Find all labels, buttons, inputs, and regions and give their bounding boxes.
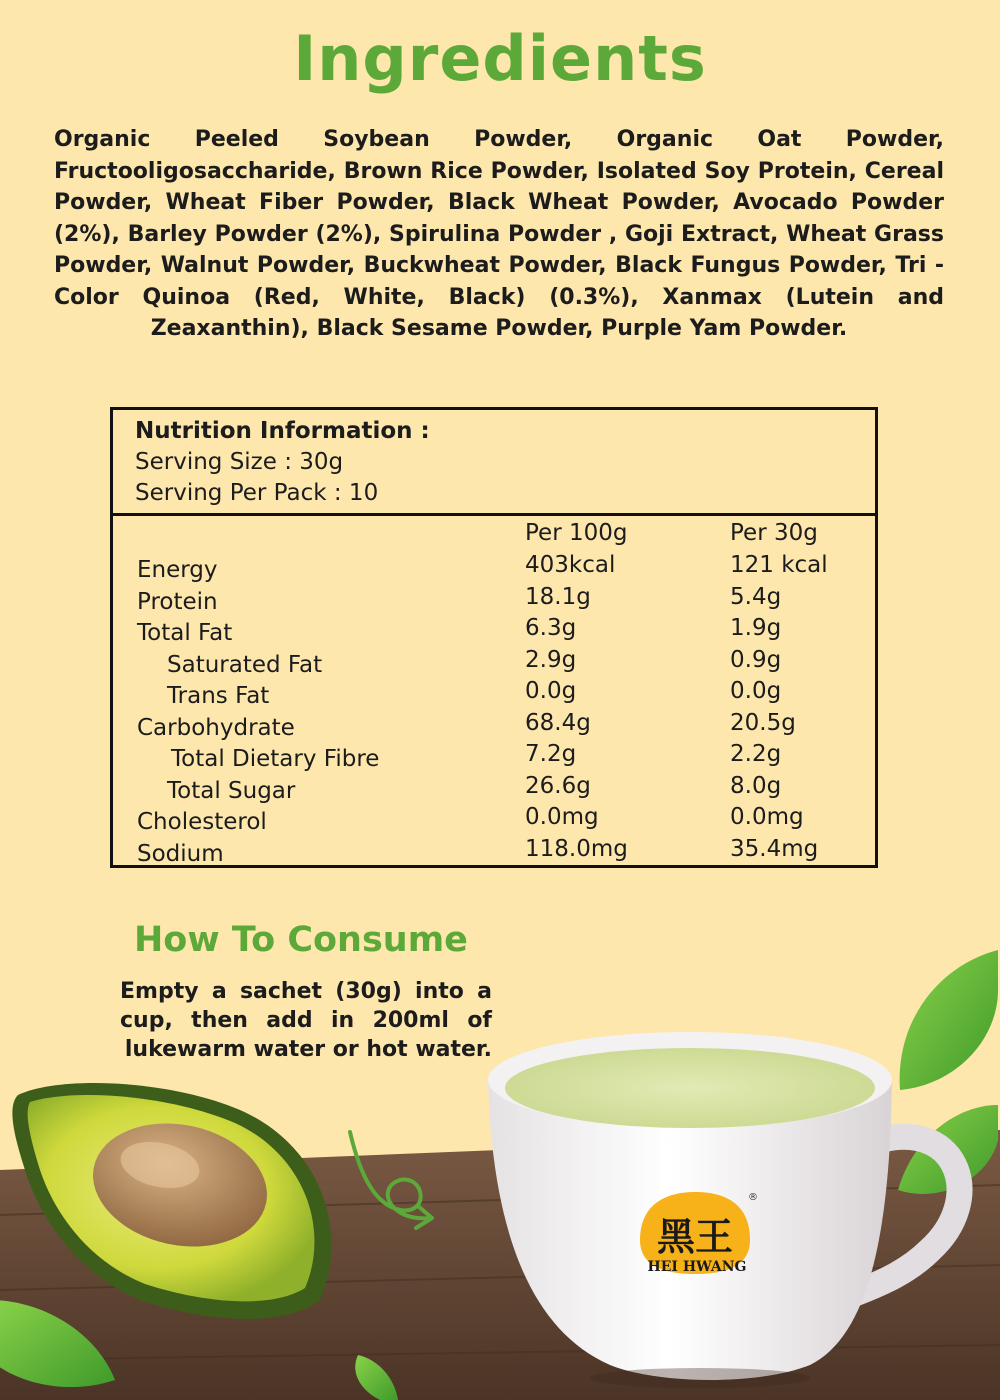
nutrient-label: Total Fat <box>137 620 233 646</box>
nutrient-label: Total Dietary Fibre <box>171 746 380 772</box>
value-per-100g: 403kcal <box>525 552 616 578</box>
registered-mark: ® <box>748 1192 758 1203</box>
nutrient-label: Sodium <box>137 840 224 867</box>
value-per-100g: 0.0mg <box>525 804 599 830</box>
value-per-100g: 6.3g <box>525 615 577 641</box>
value-per-30g: 0.9g <box>730 646 782 673</box>
value-per-30g: 0.0mg <box>730 804 804 830</box>
value-per-30g: 5.4g <box>730 583 782 610</box>
logo-text: HEI HWANG <box>647 1259 747 1275</box>
value-per-30g: 35.4mg <box>730 835 819 862</box>
value-per-30g: 1.9g <box>730 615 782 641</box>
nutrient-label: Trans Fat <box>167 683 270 709</box>
value-per-100g: 68.4g <box>525 709 591 736</box>
value-per-30g: 2.2g <box>730 741 782 767</box>
value-per-100g: 118.0mg <box>525 835 628 862</box>
value-per-30g: 8.0g <box>730 772 782 799</box>
nutrient-label: Carbohydrate <box>137 714 295 741</box>
nutrient-label: Energy <box>137 557 218 583</box>
value-per-100g: 0.0g <box>525 678 577 704</box>
how-to-consume-title: How To Consume <box>134 920 468 960</box>
value-per-30g: 121 kcal <box>730 552 828 578</box>
value-per-100g: 26.6g <box>525 772 591 799</box>
column-header-per-30g: Per 30g <box>730 520 818 546</box>
serving-per-pack: Serving Per Pack : 10 <box>135 480 379 506</box>
value-per-100g: 18.1g <box>525 583 591 610</box>
nutrient-label: Cholesterol <box>137 809 267 835</box>
ingredients-title: Ingredients <box>293 22 707 95</box>
ingredients-text: Organic Peeled Soybean Powder, Organic Oat Powder, Fructooligosaccharide, Brown Rice Powder, Isolated Soy Protein, Cereal Powder, Wheat Fiber Powder, Black Wheat Powder, Avocado Powder (2%), Barley Powder (2%), Spirulina Powder , Goji Extract, Wheat Grass Powder, Walnut Powder, Buckwheat Powder, Black Fungus Powder, Tri - Color Quinoa (Red, White, Black) (0.3%), Xanmax (Lutein and Zeaxanthin), Black Sesame Powder, Purple Yam Powder. <box>54 127 944 341</box>
value-per-100g: 2.9g <box>525 646 577 673</box>
serving-size: Serving Size : 30g <box>135 449 344 475</box>
nutrition-heading: Nutrition Information : <box>135 418 430 444</box>
nutrient-label: Saturated Fat <box>167 651 323 678</box>
column-header-per-100g: Per 100g <box>525 520 628 546</box>
how-to-consume-text: Empty a sachet (30g) into a cup, then add in 200ml of lukewarm water or hot water. <box>120 979 492 1062</box>
value-per-30g: 20.5g <box>730 709 796 736</box>
nutrient-label: Total Sugar <box>167 777 296 804</box>
value-per-100g: 7.2g <box>525 741 577 767</box>
nutrient-label: Protein <box>137 588 218 615</box>
value-per-30g: 0.0g <box>730 678 782 704</box>
logo-chars: 黑王 <box>656 1215 734 1259</box>
